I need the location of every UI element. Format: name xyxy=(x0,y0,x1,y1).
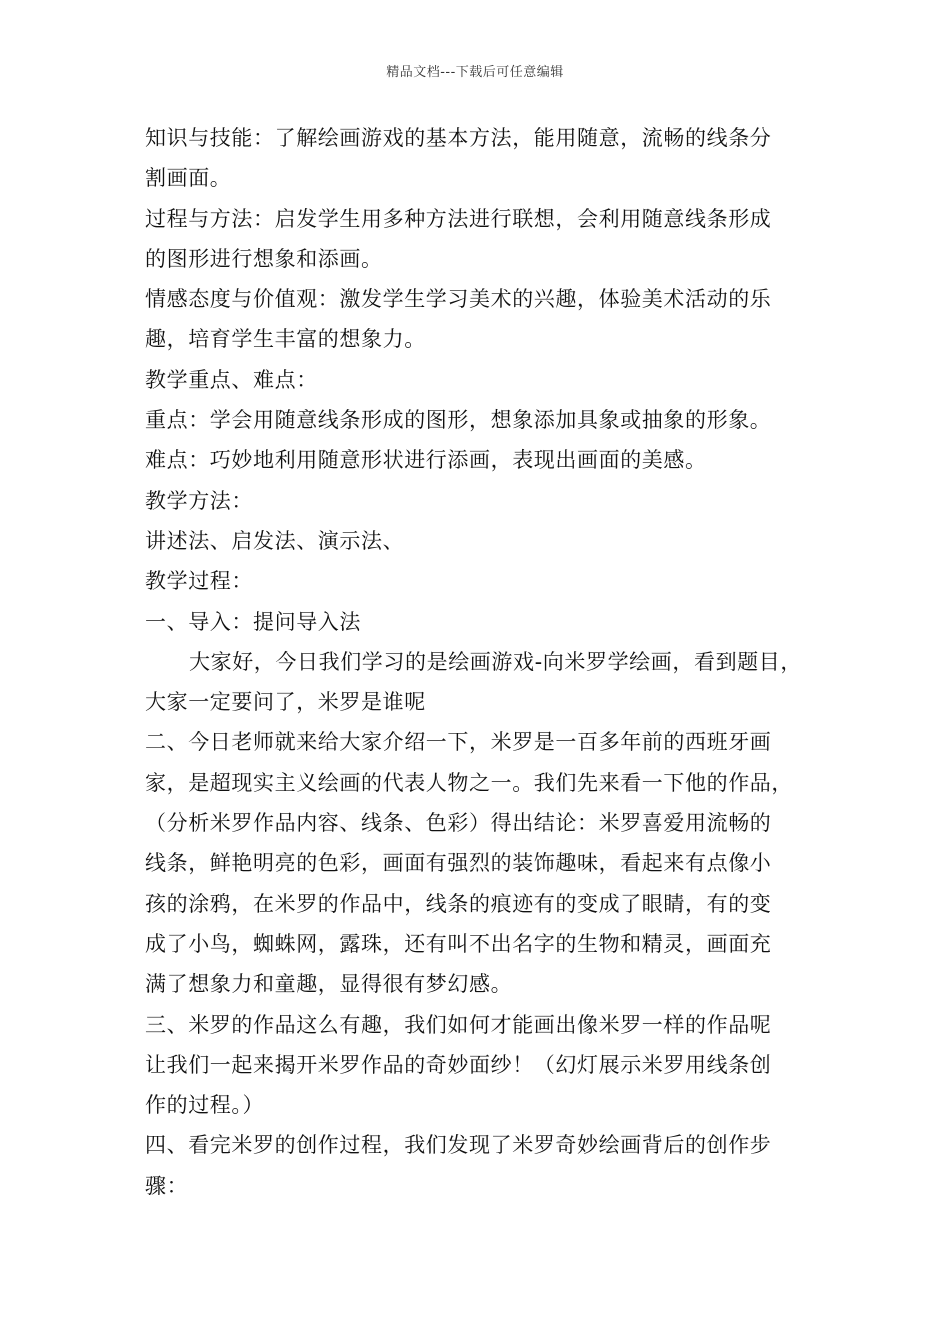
text-line: 情感态度与价值观：激发学生学习美术的兴趣，体验美术活动的乐 xyxy=(145,287,772,312)
text-line: 大家好，今日我们学习的是绘画游戏-向米罗学绘画，看到题目， xyxy=(189,649,802,674)
section-heading: 教学过程： xyxy=(145,569,253,594)
text-line: （分析米罗作品内容、线条、色彩）得出结论：米罗喜爱用流畅的 xyxy=(145,811,772,836)
text-line: 孩的涂鸦，在米罗的作品中，线条的痕迹有的变成了眼睛，有的变 xyxy=(145,891,772,916)
text-line: 线条，鲜艳明亮的色彩，画面有强烈的装饰趣味，看起来有点像小 xyxy=(145,851,772,876)
text-line: 重点：学会用随意线条形成的图形，想象添加具象或抽象的形象。 xyxy=(145,408,772,433)
text-line: 四、看完米罗的创作过程，我们发现了米罗奇妙绘画背后的创作步 xyxy=(145,1133,772,1158)
text-line: 成了小鸟，蜘蛛网，露珠，还有叫不出名字的生物和精灵，画面充 xyxy=(145,931,772,956)
text-line: 知识与技能：了解绘画游戏的基本方法，能用随意，流畅的线条分 xyxy=(145,126,772,150)
text-line: 大家一定要问了，米罗是谁呢 xyxy=(145,690,426,715)
text-line: 作的过程。） xyxy=(145,1093,265,1118)
text-line: 割画面。 xyxy=(145,166,232,191)
text-line: 二、今日老师就来给大家介绍一下，米罗是一百多年前的西班牙画 xyxy=(145,730,772,755)
text-line: 趣，培育学生丰富的想象力。 xyxy=(145,327,426,352)
text-line: 过程与方法：启发学生用多种方法进行联想，会利用随意线条形成 xyxy=(145,206,772,231)
text-line: 难点：巧妙地利用随意形状进行添画，表现出画面的美感。 xyxy=(145,448,707,473)
section-heading: 教学方法： xyxy=(145,488,253,513)
text-line: 三、米罗的作品这么有趣，我们如何才能画出像米罗一样的作品呢 xyxy=(145,1012,772,1037)
document-body xyxy=(145,118,825,1206)
text-line: 家，是超现实主义绘画的代表人物之一。我们先来看一下他的作品， xyxy=(145,770,793,795)
text-line: 讲述法、启发法、演示法、 xyxy=(145,528,405,553)
text-line: 让我们一起来揭开米罗作品的奇妙面纱！（幻灯展示米罗用线条创 xyxy=(145,1052,772,1077)
text-line: 满了想象力和童趣，显得很有梦幻感。 xyxy=(145,972,513,997)
section-heading: 教学重点、难点： xyxy=(145,367,318,392)
text-line: 的图形进行想象和添画。 xyxy=(145,246,383,271)
text-line: 骤： xyxy=(145,1173,189,1198)
page-header: 精品文档---下载后可任意编辑 xyxy=(386,65,564,80)
text-line: 一、导入：提问导入法 xyxy=(145,609,361,634)
